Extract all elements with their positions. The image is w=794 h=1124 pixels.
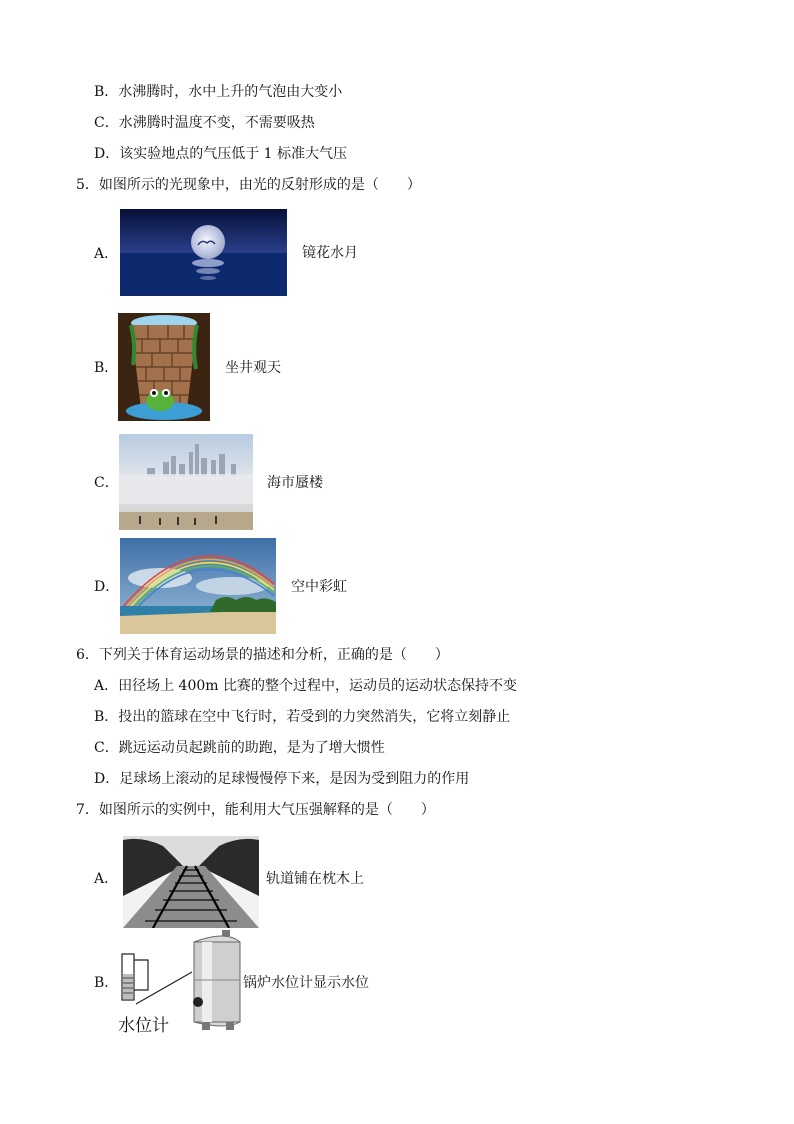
railway-track-image <box>123 836 259 928</box>
q6-option-a: A．田径场上 400m 比赛的整个过程中，运动员的运动状态保持不变 <box>94 678 518 694</box>
water-gauge-label: 水位计 <box>118 1016 169 1036</box>
q5-option-b-label: B． <box>94 360 119 376</box>
q4-option-c: C．水沸腾时温度不变，不需要吸热 <box>94 115 315 131</box>
q6-option-c: C．跳远运动员起跳前的助跑，是为了增大惯性 <box>94 740 385 756</box>
rainbow-image <box>120 538 276 634</box>
q6-stem: 6．下列关于体育运动场景的描述和分析，正确的是（ ） <box>76 647 449 663</box>
q5-option-c-caption: 海市蜃楼 <box>267 475 323 491</box>
q7-option-b-label: B． <box>94 975 119 991</box>
q7-option-b-caption: 锅炉水位计显示水位 <box>243 975 369 991</box>
mirage-image <box>119 434 253 530</box>
q4-option-d: D．该实验地点的气压低于 1 标准大气压 <box>94 146 348 162</box>
moon-reflection-image <box>120 209 287 296</box>
q7-option-a-label: A． <box>94 871 119 887</box>
q6-option-d: D．足球场上滚动的足球慢慢停下来，是因为受到阻力的作用 <box>94 771 470 787</box>
q4-option-b: B．水沸腾时，水中上升的气泡由大变小 <box>94 84 343 100</box>
q5-option-a-caption: 镜花水月 <box>302 245 358 261</box>
q5-option-a-label: A． <box>94 246 119 262</box>
q5-option-d-caption: 空中彩虹 <box>291 579 347 595</box>
q7-option-a-caption: 轨道铺在枕木上 <box>266 871 364 887</box>
q5-option-c-label: C． <box>94 475 119 491</box>
q6-option-b: B．投出的篮球在空中飞行时，若受到的力突然消失，它将立刻静止 <box>94 709 511 725</box>
q5-stem: 5．如图所示的光现象中，由光的反射形成的是（ ） <box>76 177 421 193</box>
q5-option-d-label: D． <box>94 579 120 595</box>
frog-in-well-image <box>118 313 210 421</box>
q7-stem: 7．如图所示的实例中，能利用大气压强解释的是（ ） <box>76 802 435 818</box>
q5-option-b-caption: 坐井观天 <box>225 360 281 376</box>
